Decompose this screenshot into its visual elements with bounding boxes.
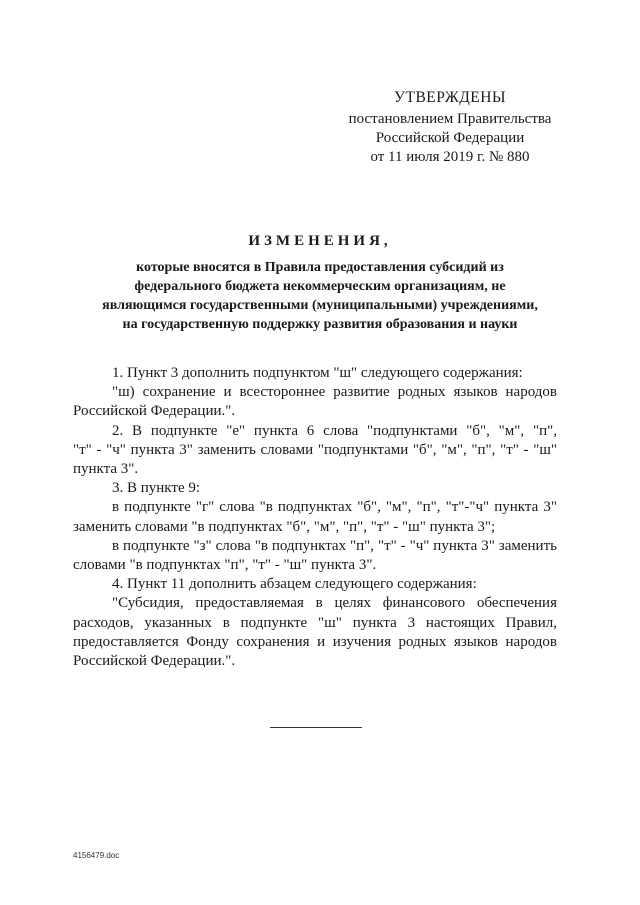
body-line: "ш) сохранение и всестороннее развитие родных языков народов — [112, 384, 557, 401]
body-line: расходов, указанных в подпункте "ш" пункта 3 настоящих Правил, — [73, 614, 557, 631]
body-line: 4. Пункт 11 дополнить абзацем следующего содержания: — [112, 576, 477, 593]
body-line: заменить словами "в подпунктах "б", "м", "п", "т" - "ш" пункта 3"; — [73, 518, 496, 535]
approval-date-number: от 11 июля 2019 г. № 880 — [370, 149, 530, 165]
approval-block — [340, 88, 560, 167]
document-body — [73, 364, 557, 671]
subheading-line-4: на государственную поддержку развития образования и науки — [122, 317, 518, 332]
body-line: в подпункте "з" слова "в подпунктах "п", "т" - "ч" пункта 3" заменить — [112, 537, 557, 554]
body-line: "Субсидия, предоставляемая в целях финансового обеспечения — [112, 595, 557, 612]
body-line: пункта 3". — [73, 461, 139, 478]
approval-line-1: постановлением Правительства — [348, 111, 552, 127]
end-divider — [270, 727, 362, 728]
document-subheading — [60, 258, 580, 334]
body-line: Российской Федерации.". — [73, 653, 236, 670]
approval-title: УТВЕРЖДЕНЫ — [394, 89, 506, 106]
body-line: 1. Пункт 3 дополнить подпунктом "ш" следующего содержания: — [112, 365, 523, 381]
document-file-code: 4156479.doc — [73, 851, 120, 860]
approval-line-2: Российской Федерации — [375, 130, 525, 146]
document-heading: ИЗМЕНЕНИЯ, — [248, 233, 392, 249]
subheading-line-3: являющимся государственными (муниципальными) учреждениями, — [102, 298, 538, 313]
body-line: Российской Федерации.". — [73, 403, 236, 420]
body-line: "т" - "ч" пункта 3" заменить словами "подпунктами "б", "м", "п", "т" - "ш" — [73, 441, 557, 458]
subheading-line-1: которые вносятся в Правила предоставления субсидий из — [136, 260, 504, 275]
body-line: 2. В подпункте "е" пункта 6 слова "подпунктами "б", "м", "п", — [112, 422, 557, 439]
body-line: в подпункте "г" слова "в подпунктах "б", "м", "п", "т"-"ч" пункта 3" — [112, 499, 557, 516]
body-line: предоставляется Фонду сохранения и изучения родных языков народов — [73, 633, 557, 650]
body-line: 3. В пункте 9: — [112, 480, 201, 497]
body-line: словами "в подпунктах "п", "т" - "ш" пункта 3". — [73, 557, 377, 574]
subheading-line-2: федерального бюджета некоммерческим организациям, не — [134, 279, 506, 294]
